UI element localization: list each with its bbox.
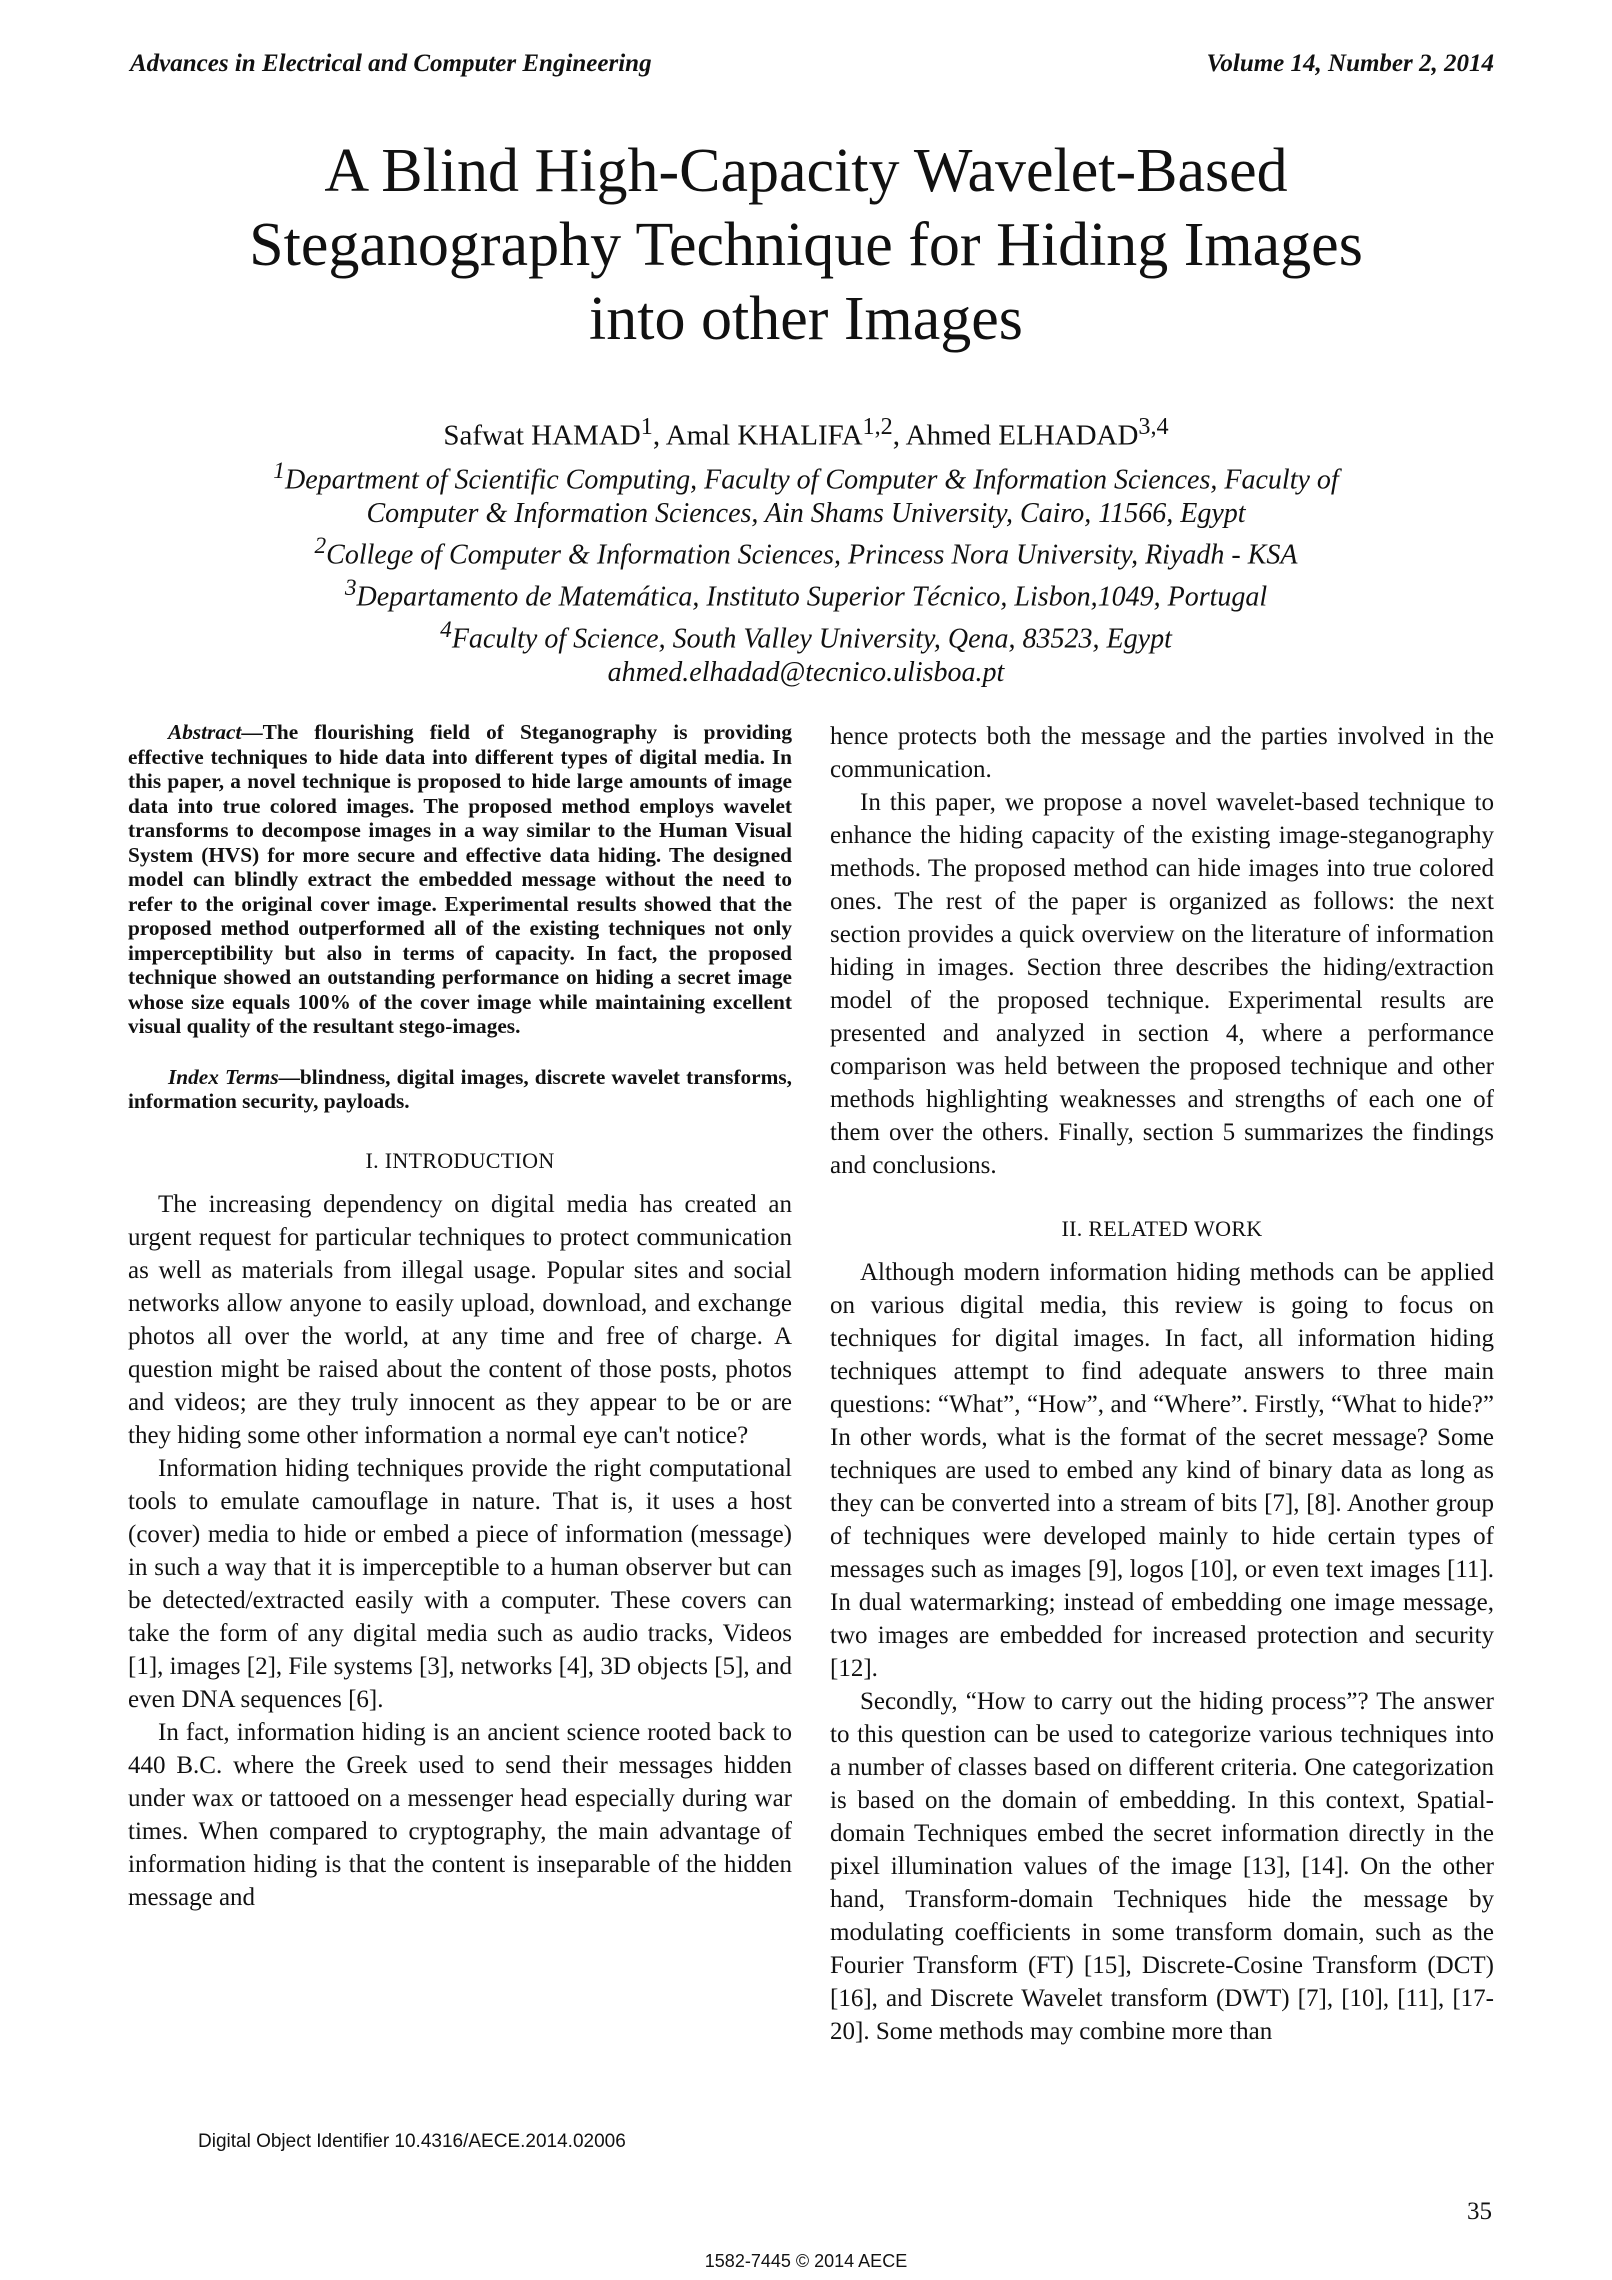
author-separator: , (892, 419, 906, 452)
copyright-footer: 1582-7445 © 2014 AECE (704, 2251, 908, 2271)
index-terms-lead: Index Terms (168, 1064, 279, 1089)
doi-footer: Digital Object Identifier 10.4316/AECE.2014.02006 (198, 2131, 626, 2152)
abstract-dash: — (241, 720, 263, 744)
section-heading-related-work (830, 1216, 1494, 1242)
index-terms-dash: — (278, 1064, 300, 1089)
affiliation-text: Faculty of Science, South Valley University, Qena, 83523, Egypt (451, 623, 1172, 655)
section-initial: I (384, 1147, 393, 1173)
index-terms (128, 1065, 792, 1114)
abstract-text: The flourishing field of Steganography is providing effective techniques to hide data into different types of digital media. In this paper, a novel technique is proposed to hide large amounts of image data into true colored images. The proposed method employs wavelet transforms to decompose images in a way similar to the Human Visual System (HVS) for more secure and effective data hiding. The designed model can blindly extract the embedded message without the need to refer to the original cover image. Experimental results showed that the proposed method outperformed all of the existing techniques not only imperceptibility but also in terms of capacity. In fact, the proposed technique showed an outstanding performance on hiding a secret image whose size equals 100% of the cover image while maintaining excellent visual quality of the resultant stego-images. (128, 720, 792, 1038)
section-heading-introduction (128, 1148, 792, 1174)
author-list (130, 410, 1482, 453)
abstract-lead: Abstract (168, 720, 242, 744)
title-line: into other Images (589, 285, 1023, 353)
affiliations (130, 455, 1482, 689)
body-paragraph: Although modern information hiding methods can be applied on various digital media, this review is going to focus on techniques for digital images. In fact, all information hiding techniques attempt to find adequate answers to three main questions: “What”, “How”, and “Where”. Firstly, “What to hide?” In other words, what is the format of the secret message? Some techniques are used to embed any kind of binary data as long as they can be converted into a stream of bits [7], [8]. Another group of techniques were developed mainly to hide certain types of messages such as images [9], logos [10], or even text images [11]. In dual watermarking; instead of embedding one image message, two images are embedded for increased protection and security [12]. (830, 1259, 1494, 1682)
affiliation-sup: 4 (440, 616, 452, 643)
section-initial: W (1194, 1216, 1216, 1241)
body-paragraph: The increasing dependency on digital media has created an urgent request for particular techniques to protect communication as well as materials from illegal usage. Popular sites and social networks allow anyone to easily upload, download, and exchange photos all over the world, at any time and free of charge. A question might be raised about the content of those posts, photos and videos; are they truly innocent as they appear to be or are they hiding some other information a normal eye can't notice? (128, 1190, 792, 1449)
affiliation-sup: 3 (344, 575, 357, 602)
running-header-volume: Volume 14, Number 2, 2014 (1206, 50, 1494, 77)
paper-title (130, 134, 1482, 356)
body-paragraph: In fact, information hiding is an ancient science rooted back to 440 B.C. where the Greek used to send their messages hidden under wax or tattooed on a messenger head especially during war times. When compared to cryptography, the main advantage of information hiding is that the content is inseparable of the hidden message and (128, 1718, 792, 1911)
affiliation-sup: 2 (314, 533, 327, 560)
affiliation-line (130, 572, 1482, 614)
body-paragraph: In this paper, we propose a novel wavelet-based technique to enhance the hiding capacity of the existing image-steganography methods. The proposed method can hide images into true colored ones. The rest of the paper is organized as follows: the next section provides a quick overview on the literature of information hiding in images. Section three describes the hiding/extraction model of the proposed technique. Experimental results are presented and analyzed in section 4, where a performance comparison was held between the proposed technique and other methods highlighting weaknesses and strengths of each one of them over the others. Finally, section 5 summarizes the findings and conclusions. (830, 789, 1494, 1179)
author-affiliation-sup: 3,4 (1138, 413, 1169, 440)
author-name: Ahmed ELHADAD (905, 419, 1139, 452)
author-name: Amal KHALIFA (665, 419, 863, 452)
affiliation-line (130, 614, 1482, 656)
body-paragraph-continued: hence protects both the message and the parties involved in the communication. (830, 723, 1494, 783)
index-terms-text: blindness, digital images, discrete wavelet transforms, information security, payloads. (128, 1064, 792, 1113)
page-number: 35 (1467, 2198, 1492, 2225)
section-number: II. (1061, 1216, 1089, 1241)
title-line: Steganography Technique for Hiding Images (249, 211, 1363, 279)
section-title-rest: NTRODUCTION (392, 1147, 555, 1173)
section-initial: R (1088, 1216, 1104, 1241)
affiliation-line (130, 497, 1482, 531)
section-title-rest: ORK (1215, 1216, 1263, 1241)
affiliation-text: Department of Scientific Computing, Faculty of Computer & Information Sciences, Faculty of (284, 464, 1339, 496)
author-separator: , (652, 419, 666, 452)
affiliation-text: Departamento de Matemática, Instituto Superior Técnico, Lisbon,1049, Portugal (356, 581, 1268, 613)
author-affiliation-sup: 1 (640, 413, 653, 440)
affiliation-line (130, 455, 1482, 497)
author-affiliation-sup: 1,2 (862, 413, 893, 440)
author-name: Safwat HAMAD (443, 419, 641, 452)
affiliation-text: Computer & Information Sciences, Ain Shams University, Cairo, 11566, Egypt (366, 497, 1246, 529)
affiliation-text: College of Computer & Information Sciences, Princess Nora University, Riyadh - KSA (326, 539, 1298, 571)
section-number: I. (365, 1147, 385, 1173)
title-line: A Blind High-Capacity Wavelet-Based (324, 137, 1288, 205)
right-column (830, 720, 1494, 2048)
affiliation-sup: 1 (273, 458, 285, 484)
contact-email[interactable]: ahmed.elhadad@tecnico.ulisboa.pt (607, 656, 1005, 688)
abstract (128, 720, 792, 1039)
section-title-rest: ELATED (1103, 1216, 1195, 1241)
left-column (128, 720, 792, 1914)
body-paragraph: Information hiding techniques provide the right computational tools to emulate camouflage in nature. That is, it uses a host (cover) media to hide or embed a piece of information (message) in such a way that it is imperceptible to a human observer but can be detected/extracted easily with a computer. These covers can take the form of any digital media such as audio tracks, Videos [1], images [2], File systems [3], networks [4], 3D objects [5], and even DNA sequences [6]. (128, 1454, 792, 1713)
affiliation-line (130, 530, 1482, 572)
body-paragraph: Secondly, “How to carry out the hiding process”? The answer to this question can be used to categorize various techniques into a number of classes based on different criteria. One categorization is based on the domain of embedding. In this context, Spatial-domain Techniques embed the secret information directly in the pixel illumination values of the image [13], [14]. On the other hand, Transform-domain Techniques hide the message by modulating coefficients in some transform domain, such as the Fourier Transform (FT) [15], Discrete-Cosine Transform (DCT) [16], and Discrete Wavelet transform (DWT) [7], [10], [11], [17-20]. Some methods may combine more than (830, 1688, 1494, 2045)
running-header-journal: Advances in Electrical and Computer Engineering (130, 50, 652, 77)
